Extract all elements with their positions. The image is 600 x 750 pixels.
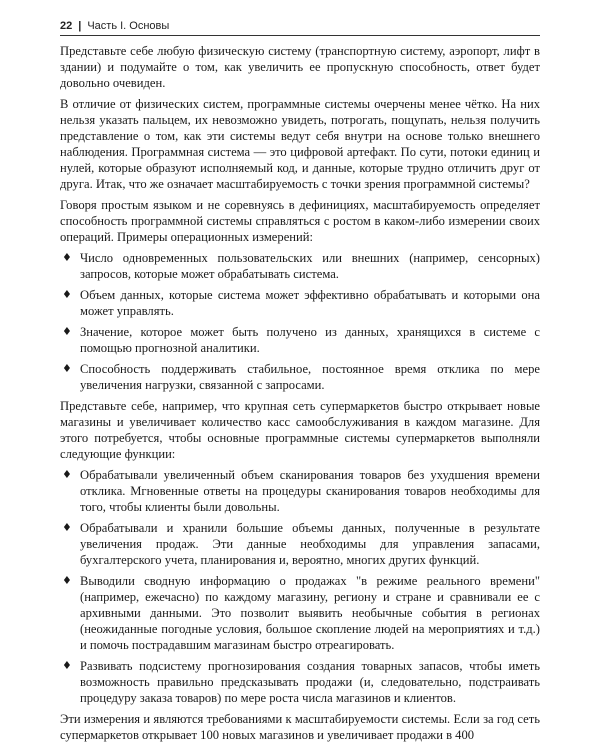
list-item-text: Объем данных, которые система может эффективно обрабатывать и которыми она может управлять.	[80, 288, 540, 318]
diamond-bullet-icon: ♦	[62, 288, 72, 301]
bullet-list-dimensions	[60, 250, 540, 393]
paragraph: Представьте себе любую физическую систему (транспортную систему, аэропорт, лифт в здании) и подумайте о том, как увеличить ее пропускную способность, ответ будет довольно очевиден.	[60, 44, 540, 90]
diamond-bullet-icon: ♦	[62, 521, 72, 534]
list-item-text: Развивать подсистему прогнозирования создания товарных запасов, чтобы иметь возможность правильно предсказывать продажи (и, следовательно, подстраивать процедуру заказа товаров) по мере роста числа магазинов и клиентов.	[80, 659, 540, 705]
diamond-bullet-icon: ♦	[62, 659, 72, 672]
list-item	[60, 361, 540, 393]
paragraph: Эти измерения и являются требованиями к масштабируемости системы. Если за год сеть супермаркетов открывает 100 новых магазинов и увеличивает продажи в 400	[60, 712, 540, 742]
list-item	[60, 658, 540, 706]
bullet-list-functions	[60, 467, 540, 706]
list-item-text: Способность поддерживать стабильное, постоянное время отклика по мере увеличения нагрузки, связанной с запросами.	[80, 362, 540, 392]
diamond-bullet-icon: ♦	[62, 362, 72, 375]
diamond-bullet-icon: ♦	[62, 325, 72, 338]
list-item-text: Число одновременных пользовательских или внешних (например, сенсорных) запросов, которые может обрабатывать система.	[80, 251, 540, 281]
diamond-bullet-icon: ♦	[62, 251, 72, 264]
list-item	[60, 573, 540, 653]
list-item	[60, 287, 540, 319]
paragraph: Представьте себе, например, что крупная сеть супермаркетов быстро открывает новые магазины и увеличивает количество касс самообслуживания в каждом магазине. Для этого потребуется, чтобы основные программные системы супермаркетов выполняли следующие функции:	[60, 399, 540, 461]
page-body	[60, 43, 540, 748]
paragraph: В отличие от физических систем, программные системы очерчены менее чётко. На них нельзя указать пальцем, их невозможно увидеть, потрогать, пощупать, нельзя получить представление о том, как эти системы ведут себя внутри на основе только внешнего наблюдения. Программная система — это цифровой артефакт. По сути, потоки единиц и нулей, которые образуют исполняемый код, и данные, которые трудно отличить друг от друга. Итак, что же означает масштабируемость с точки зрения программной системы?	[60, 97, 540, 191]
list-item	[60, 520, 540, 568]
list-item	[60, 250, 540, 282]
list-item-text: Значение, которое может быть получено из данных, хранящихся в системе с помощью прогнозной аналитики.	[80, 325, 540, 355]
diamond-bullet-icon: ♦	[62, 468, 72, 481]
paragraph: Говоря простым языком и не соревнуясь в дефинициях, масштабируемость определяет способность программной системы справляться с ростом в каком-либо измерении своих операций. Примеры операционных измерений:	[60, 198, 540, 244]
list-item	[60, 324, 540, 356]
list-item-text: Выводили сводную информацию о продажах "в режиме реального времени" (например, ежечасно) по каждому магазину, региону и стране и сравнивали ее с архивными данными. Это позволит выявить необычные события в регионах (неожиданные погодные условия, большое скопление людей на мероприятиях и т.д.) и помочь пострадавшим магазинам быстро отреагировать.	[80, 574, 540, 652]
running-header	[60, 20, 540, 36]
list-item-text: Обрабатывали увеличенный объем сканирования товаров без ухудшения времени отклика. Мгновенные ответы на процедуры сканирования товаров необходимы для того, чтобы клиенты были довольны.	[80, 468, 540, 514]
section-title: Часть I. Основы	[87, 20, 170, 32]
list-item	[60, 467, 540, 515]
diamond-bullet-icon: ♦	[62, 574, 72, 587]
list-item-text: Обрабатывали и хранили большие объемы данных, полученные в результате увеличения продаж. Эти данные необходимы для управления запасами, бухгалтерского учета, планирования и, вероятно, многих других функций.	[80, 521, 540, 567]
header-separator: |	[78, 20, 82, 32]
page-number: 22	[60, 20, 73, 32]
